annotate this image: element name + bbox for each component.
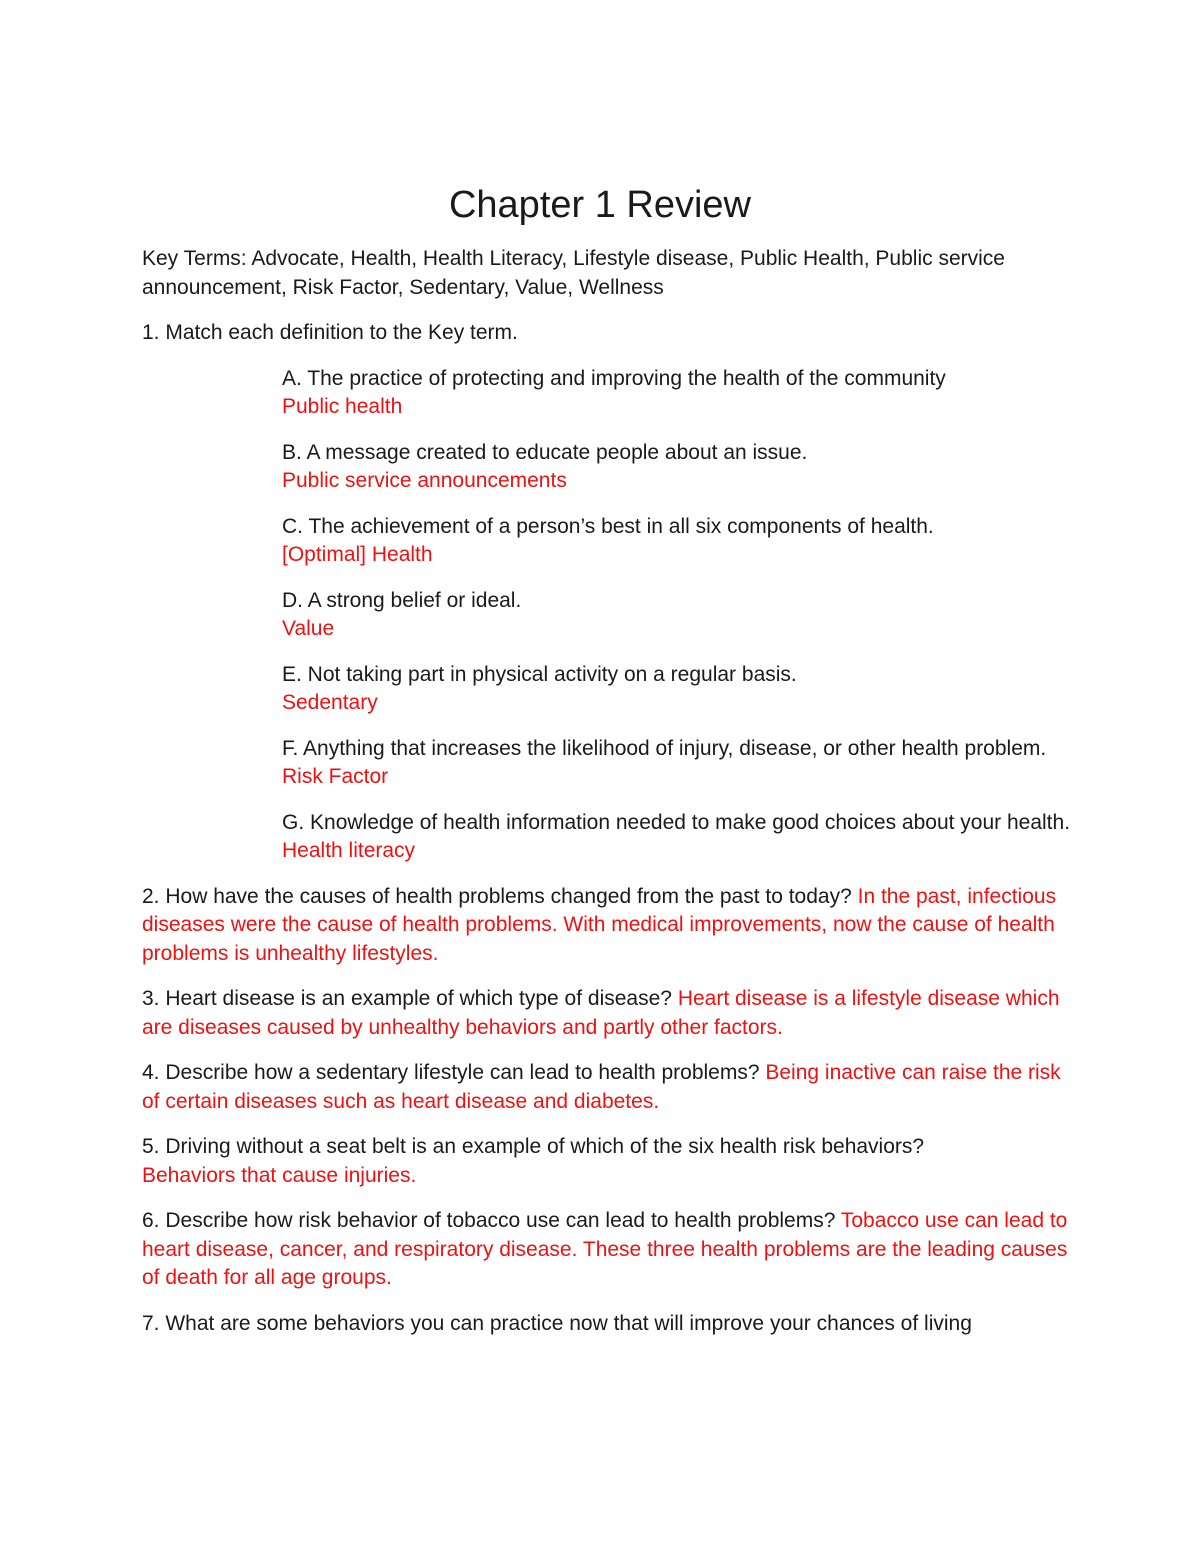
definition-item <box>282 513 1072 570</box>
question-prompt: 6. Describe how risk behavior of tobacco use can lead to health problems? <box>142 1209 836 1232</box>
definition-answer: Public health <box>282 395 403 418</box>
definition-answer: Sedentary <box>282 691 378 714</box>
question-2 <box>142 883 1072 969</box>
question-7 <box>142 1310 1072 1339</box>
definition-item <box>282 365 1072 422</box>
definition-item <box>282 439 1072 496</box>
question-answer: Heart disease is a lifestyle disease which are diseases caused by unhealthy behaviors and partly other factors. <box>142 987 1060 1039</box>
definition-text: B. A message created to educate people about an issue. <box>282 440 808 464</box>
definition-answer: [Optimal] Health <box>282 543 433 566</box>
question-3 <box>142 985 1072 1042</box>
definition-text: E. Not taking part in physical activity on a regular basis. <box>282 662 797 686</box>
definition-answer: Health literacy <box>282 839 416 862</box>
definition-text: A. The practice of protecting and improving the health of the community <box>282 366 946 390</box>
question-4 <box>142 1059 1072 1116</box>
definition-text: G. Knowledge of health information needed to make good choices about your health. <box>282 810 1071 834</box>
question-prompt: 4. Describe how a sedentary lifestyle can lead to health problems? <box>142 1061 760 1084</box>
question-prompt: 3. Heart disease is an example of which type of disease? <box>142 987 672 1010</box>
definition-answer: Value <box>282 617 335 640</box>
definition-answer: Risk Factor <box>282 765 389 788</box>
definition-item <box>282 735 1072 792</box>
definition-text: D. A strong belief or ideal. <box>282 588 522 612</box>
definition-item <box>282 661 1072 718</box>
question-answer: In the past, infectious diseases were the cause of health problems. With medical improvements, now the cause of health problems is unhealthy lifestyles. <box>142 884 1057 965</box>
question-prompt: 5. Driving without a seat belt is an example of which of the six health risk behaviors? <box>142 1135 925 1158</box>
definition-answer: Public service announcements <box>282 469 567 492</box>
definition-text: F. Anything that increases the likelihood of injury, disease, or other health problem. <box>282 736 1047 760</box>
definition-item <box>282 809 1072 866</box>
question-prompt: 7. What are some behaviors you can practice now that will improve your chances of living <box>142 1311 972 1335</box>
question-6 <box>142 1207 1072 1293</box>
question-answer: Tobacco use can lead to heart disease, cancer, and respiratory disease. These three health problems are the leading causes of death for all age groups. <box>142 1209 1068 1289</box>
question-prompt: 2. How have the causes of health problems changed from the past to today? <box>142 884 852 908</box>
question-5 <box>142 1133 1072 1190</box>
question-answer: Being inactive can raise the risk of certain diseases such as heart disease and diabetes. <box>142 1061 1061 1113</box>
page-title: Chapter 1 Review <box>448 184 752 226</box>
document-body <box>142 245 1072 1355</box>
definition-text: C. The achievement of a person’s best in all six components of health. <box>282 514 934 538</box>
definition-item <box>282 587 1072 644</box>
definitions-list <box>142 365 1072 866</box>
question-answer: Behaviors that cause injuries. <box>142 1163 417 1187</box>
question-1-prompt: 1. Match each definition to the Key term. <box>142 321 518 344</box>
key-terms: Key Terms: Advocate, Health, Health Literacy, Lifestyle disease, Public Health, Public service announcement, Risk Factor, Sedentary, Value, Wellness <box>142 247 1005 299</box>
